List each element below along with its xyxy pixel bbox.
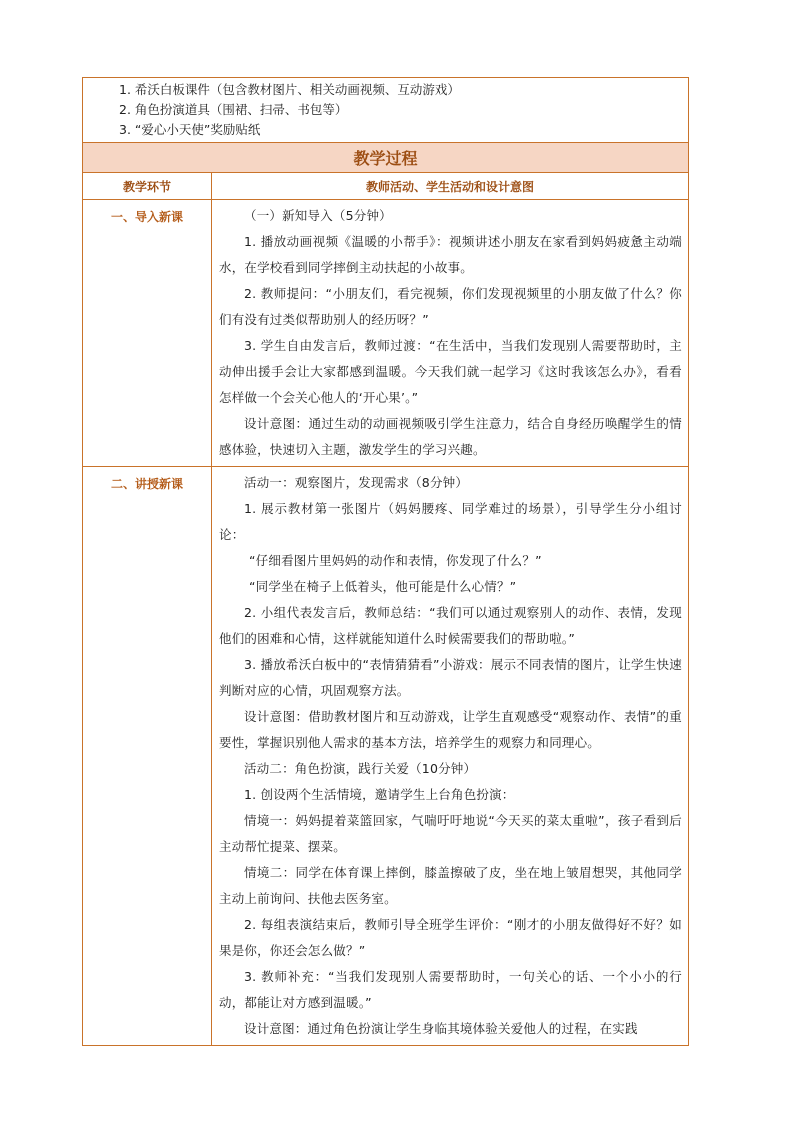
paragraph: 1. 播放动画视频《温暖的小帮手》：视频讲述小朋友在家看到妈妈疲惫主动端水，在学校看到同学摔倒主动扶起的小故事。 <box>219 234 682 275</box>
quote: “仔细看图片里妈妈的动作和表情，你发现了什么？” <box>249 553 542 568</box>
material-item: 2. 角色扮演道具（围裙、扫帚、书包等） <box>119 102 348 117</box>
quote: “同学坐在椅子上低着头，他可能是什么心情？” <box>249 579 517 594</box>
paragraph: 2. 每组表演结束后，教师引导全班学生评价：“刚才的小朋友做得好不好？如果是你，你还会怎么做？” <box>219 917 682 958</box>
paragraph: 3. 教师补充：“当我们发现别人需要帮助时，一句关心的话、一个小小的行动，都能让对方感到温暖。” <box>219 969 682 1010</box>
materials-row <box>83 78 689 143</box>
design-intent: 设计意图：通过角色扮演让学生身临其境体验关爱他人的过程，在实践 <box>244 1021 638 1036</box>
paragraph: 1. 创设两个生活情境，邀请学生上台角色扮演： <box>244 787 515 802</box>
design-intent: 设计意图：通过生动的动画视频吸引学生注意力，结合自身经历唤醒学生的情感体验，快速切入主题，激发学生的学习兴趣。 <box>219 416 682 457</box>
paragraph: 3. 播放希沃白板中的“表情猜猜看”小游戏：展示不同表情的图片，让学生快速判断对应的心情，巩固观察方法。 <box>219 657 682 698</box>
lesson-plan-table <box>82 77 689 1046</box>
paragraph: 情境一：妈妈提着菜篮回家，气喘吁吁地说“今天买的菜太重啦”，孩子看到后主动帮忙提菜、摆菜。 <box>219 813 682 854</box>
header-stage: 教学环节 <box>83 173 212 200</box>
section-title: 教学过程 <box>83 143 689 173</box>
stage-row-intro <box>83 200 689 467</box>
material-item: 1. 希沃白板课件（包含教材图片、相关动画视频、互动游戏） <box>119 82 460 97</box>
design-intent: 设计意图：借助教材图片和互动游戏，让学生直观感受“观察动作、表情”的重要性，掌握识别他人需求的基本方法，培养学生的观察力和同理心。 <box>219 709 682 750</box>
paragraph: 2. 教师提问：“小朋友们，看完视频，你们发现视频里的小朋友做了什么？你们有没有过类似帮助别人的经历呀？” <box>219 286 682 327</box>
paragraph: 3. 学生自由发言后，教师过渡：“在生活中，当我们发现别人需要帮助时，主动伸出援手会让大家都感到温暖。今天我们就一起学习《这时我该怎么办》，看看怎样做一个会关心他人的‘开心果’。” <box>219 338 682 405</box>
paragraph-subheading: （一）新知导入（5分钟） <box>244 208 392 223</box>
stage-content <box>212 200 689 467</box>
table-header-row <box>83 173 689 200</box>
paragraph: 情境二：同学在体育课上摔倒，膝盖擦破了皮，坐在地上皱眉想哭，其他同学主动上前询问、扶他去医务室。 <box>219 865 682 906</box>
materials-cell <box>83 78 689 143</box>
material-item: 3. “爱心小天使”奖励贴纸 <box>119 122 261 137</box>
activity-heading: 活动二：角色扮演，践行关爱（10分钟） <box>244 761 477 776</box>
lesson-plan-page <box>82 77 688 1046</box>
stage-name: 一、导入新课 <box>83 200 212 467</box>
stage-name: 二、讲授新课 <box>83 467 212 1046</box>
section-title-row <box>83 143 689 173</box>
stage-content <box>212 467 689 1046</box>
stage-row-new-lesson <box>83 467 689 1046</box>
paragraph: 2. 小组代表发言后，教师总结：“我们可以通过观察别人的动作、表情，发现他们的困难和心情，这样就能知道什么时候需要我们的帮助啦。” <box>219 605 682 646</box>
activity-heading: 活动一：观察图片，发现需求（8分钟） <box>244 475 469 490</box>
paragraph: 1. 展示教材第一张图片（妈妈腰疼、同学难过的场景），引导学生分小组讨论： <box>219 501 682 542</box>
header-activity: 教师活动、学生活动和设计意图 <box>212 173 689 200</box>
